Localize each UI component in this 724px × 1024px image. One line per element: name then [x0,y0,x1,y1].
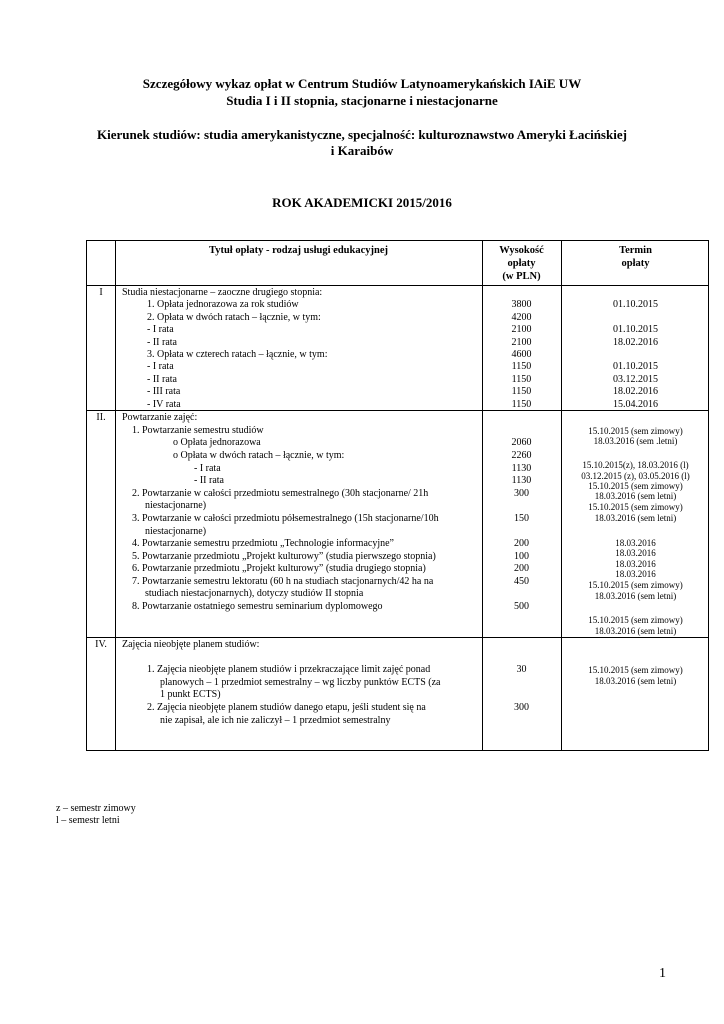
row-label: Powtarzanie zajęć: [122,412,198,423]
row-term: 18.03.2016 [615,537,656,548]
row-label: o Opłata jednorazowa [173,437,261,448]
row-label: 1. Powtarzanie semestru studiów [132,424,264,436]
row-label: nie zapisał, ale ich nie zaliczył – 1 przedmiot semestralny [160,715,391,726]
row-amount: 150 [514,513,529,524]
row-label: planowych – 1 przedmiot semestralny – wg liczby punktów ECTS (za [160,677,441,688]
row-amount: 1130 [511,475,532,486]
row-label: 2. Zajęcia nieobjęte planem studiów danego etapu, jeśli student się na [147,702,426,713]
row-term: 18.03.2016 [615,558,656,569]
row-term: 15.10.2015 (sem zimowy) [588,615,683,625]
row-amount: 1150 [511,386,532,398]
row-label: niestacjonarne) [145,525,207,537]
row-amount: 200 [514,538,529,549]
row-label: 1. Zajęcia nieobjęte planem studiów i przekraczające limit zajęć ponad [147,664,431,675]
row-label: Zajęcia nieobjęte planem studiów: [122,639,260,650]
row-amount: 2060 [511,437,532,448]
row-term: 15.10.2015 (sem zimowy) [588,481,683,491]
row-amount: 1130 [511,462,532,474]
row-label: - IV rata [147,398,181,410]
page-number: 1 [659,966,666,981]
row-term: 15.04.2016 [613,398,658,410]
row-amount: 2100 [511,324,532,336]
row-label: 8. Powtarzanie ostatniego semestru seminarium dyplomowego [132,600,383,612]
row-label: 4. Powtarzanie semestru przedmiotu „Technologie informacyjne” [132,538,394,549]
row-term: 18.03.2016 (sem letni) [594,512,677,523]
row-label: - II rata [147,373,177,385]
row-label: - II rata [194,475,224,486]
row-term: 18.03.2016 (sem letni) [594,625,677,636]
row-label: 2. Powtarzanie w całości przedmiotu semestralnego (30h stacjonarne/ 21h [132,487,429,499]
doc-title-3: Kierunek studiów: studia amerykanistyczne, specjalność: kulturoznawstwo Ameryki Łacińskiej [97,127,627,142]
row-term: 15.10.2015 (sem zimowy) [588,580,683,590]
row-label: - II rata [147,336,177,348]
col-term-header-2: opłaty [621,258,650,269]
row-label: studiach niestacjonarnych), dotyczy studiów II stopnia [145,588,364,599]
row-term: 18.03.2016 (sem letni) [594,676,677,686]
row-label: niestacjonarne) [145,500,207,511]
row-term: 15.10.2015 (sem zimowy) [588,502,683,512]
row-amount: 200 [514,563,529,574]
row-label: 5. Powtarzanie przedmiotu „Projekt kulturowy” (studia pierwszego stopnia) [132,550,436,562]
doc-title-2: Studia I i II stopnia, stacjonarne i niestacjonarne [226,93,498,108]
col-amount-header-3: (w PLN) [502,271,541,282]
col-title-header: Tytuł opłaty - rodzaj usługi edukacyjnej [208,245,388,256]
academic-year: ROK AKADEMICKI 2015/2016 [272,195,452,210]
fees-table [86,240,709,751]
section-number: IV. [95,639,107,650]
doc-title-4: i Karaibów [330,143,394,158]
row-label: 7. Powtarzanie semestru lektoratu (60 h na studiach stacjonarnych/42 ha na [132,575,434,587]
row-amount: 300 [514,702,529,713]
row-amount: 1150 [511,398,532,410]
col-amount-header-2: opłaty [507,258,536,269]
row-label: 3. Opłata w czterech ratach – łącznie, w tym: [147,349,328,360]
row-term: 15.10.2015 (sem zimowy) [588,426,683,436]
row-label: - I rata [147,361,174,373]
row-label: 2. Opłata w dwóch ratach – łącznie, w tym: [147,311,321,323]
row-term: 15.10.2015 (sem zimowy) [588,665,683,675]
row-amount: 1150 [511,361,532,373]
row-amount: 300 [514,487,529,499]
row-term: 03.12.2015 (z), 03.05.2016 (l) [581,470,690,481]
row-label: - I rata [147,324,174,336]
row-amount: 3800 [511,299,532,311]
row-amount: 100 [514,550,529,562]
row-term: 01.10.2015 [613,299,658,311]
row-label: o Opłata w dwóch ratach – łącznie, w tym: [173,450,345,461]
row-term: 15.10.2015(z), 18.03.2016 (l) [582,460,689,470]
row-term: 18.02.2016 [613,386,658,398]
row-label: - III rata [147,386,181,398]
row-label: 1. Opłata jednorazowa za rok studiów [147,299,299,311]
row-amount: 450 [514,575,529,587]
row-term: 18.03.2016 [615,569,656,579]
row-term: 01.10.2015 [613,361,658,373]
footnote-z: z – semestr zimowy [56,803,136,814]
row-term: 18.03.2016 (sem .letni) [593,436,678,446]
row-amount: 2260 [511,450,532,461]
row-amount: 1150 [511,373,532,385]
row-term: 03.12.2015 [613,373,658,385]
row-label: - I rata [194,462,221,474]
row-label: 1 punkt ECTS) [160,689,221,700]
section-number: I [99,287,103,298]
section-number: II. [96,412,106,423]
row-amount: 2100 [511,336,532,348]
row-amount: 4200 [511,311,532,323]
row-term: 01.10.2015 [613,324,658,336]
footnote-l: l – semestr letni [56,815,120,826]
row-label: Studia niestacjonarne – zaoczne drugiego stopnia: [122,287,323,298]
row-amount: 4600 [511,349,532,360]
col-term-header-1: Termin [619,245,652,256]
row-term: 18.03.2016 [615,548,656,558]
row-label: 6. Powtarzanie przedmiotu „Projekt kulturowy” (studia drugiego stopnia) [132,563,426,574]
row-term: 18.02.2016 [613,336,658,348]
col-amount-header-1: Wysokość [499,245,544,256]
row-label: 3. Powtarzanie w całości przedmiotu półsemestralnego (15h stacjonarne/10h [132,513,439,524]
row-amount: 30 [516,664,527,675]
row-amount: 500 [514,600,529,612]
doc-title-1: Szczegółowy wykaz opłat w Centrum Studiów Latynoamerykańskich IAiE UW [142,76,582,91]
row-term: 18.03.2016 (sem letni) [594,590,677,601]
row-term: 18.03.2016 (sem letni) [594,491,677,501]
